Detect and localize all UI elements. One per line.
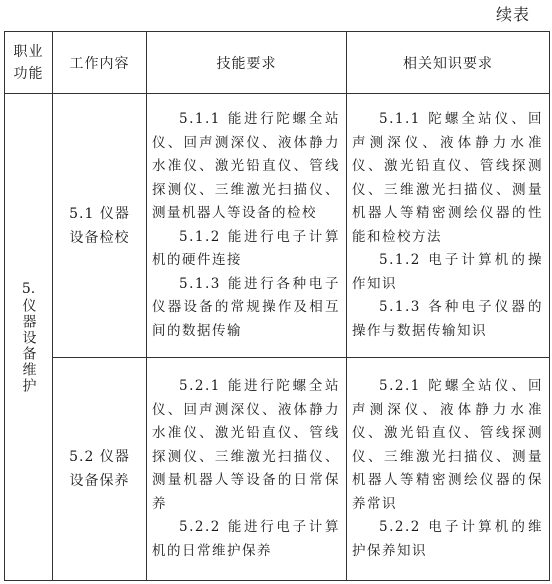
skill-item: 5.1.3 能进行各种电子仪器设备的常规操作及相互间的数据传输 <box>152 275 340 339</box>
knowledge-item: 5.2.1 陀螺全站仪、回声测深仪、液体静力水准仪、激光铅直仪、管线探测仪、三维激光扫描仪、测量机器人等精密测绘仪器的保养常识 <box>352 378 543 512</box>
continued-label: 续表 <box>495 5 530 24</box>
function-name: 仪器设备维护 <box>20 298 37 394</box>
knowledge-item: 5.1.3 各种电子仪器的操作与数据传输知识 <box>352 299 543 339</box>
knowledge-item: 5.2.2 电子计算机的维护保养知识 <box>352 519 543 559</box>
knowledge-cell <box>347 358 550 581</box>
work-content-cell <box>53 94 147 358</box>
skill-item: 5.2.2 能进行电子计算机的日常维护保养 <box>152 519 340 559</box>
header-skill-requirements: 技能要求 <box>147 32 347 94</box>
skills-cell <box>147 358 347 581</box>
table-row <box>5 94 550 358</box>
function-number: 5. <box>21 281 36 297</box>
skills-cell <box>147 94 347 358</box>
skill-standard-table <box>4 31 550 581</box>
function-cell <box>5 94 53 581</box>
header-function-line: 职业 <box>13 43 44 60</box>
work-content-line: 设备保养 <box>69 473 130 489</box>
skill-item: 5.2.1 能进行陀螺全站仪、回声测深仪、液体静力水准仪、激光铅直仪、管线探测仪、三维激光扫描仪、测量机器人等设备的日常保养 <box>152 378 340 512</box>
knowledge-item: 5.1.2 电子计算机的操作知识 <box>352 252 543 292</box>
work-content-line: 5.1 仪器 <box>69 205 130 222</box>
work-content-cell <box>53 358 147 581</box>
knowledge-item: 5.1.1 陀螺全站仪、回声测深仪、液体静力水准仪、激光铅直仪、管线探测仪、三维激光扫描仪、测量机器人等精密测绘仪器的性能和检校方法 <box>352 111 543 245</box>
table-header-row <box>5 32 550 94</box>
header-knowledge-requirements: 相关知识要求 <box>347 32 550 94</box>
header-function <box>5 32 53 94</box>
work-content-line: 5.2 仪器 <box>69 449 130 465</box>
work-content-line: 设备检校 <box>69 229 130 246</box>
header-function-line: 功能 <box>13 65 44 82</box>
skill-item: 5.1.2 能进行电子计算机的硬件连接 <box>152 228 340 268</box>
skill-item: 5.1.1 能进行陀螺全站仪、回声测深仪、液体静力水准仪、激光铅直仪、管线探测仪、三维激光扫描仪、测量机器人等设备的检校 <box>152 111 340 221</box>
header-work-content: 工作内容 <box>53 32 147 94</box>
knowledge-cell <box>347 94 550 358</box>
table-row <box>5 358 550 581</box>
